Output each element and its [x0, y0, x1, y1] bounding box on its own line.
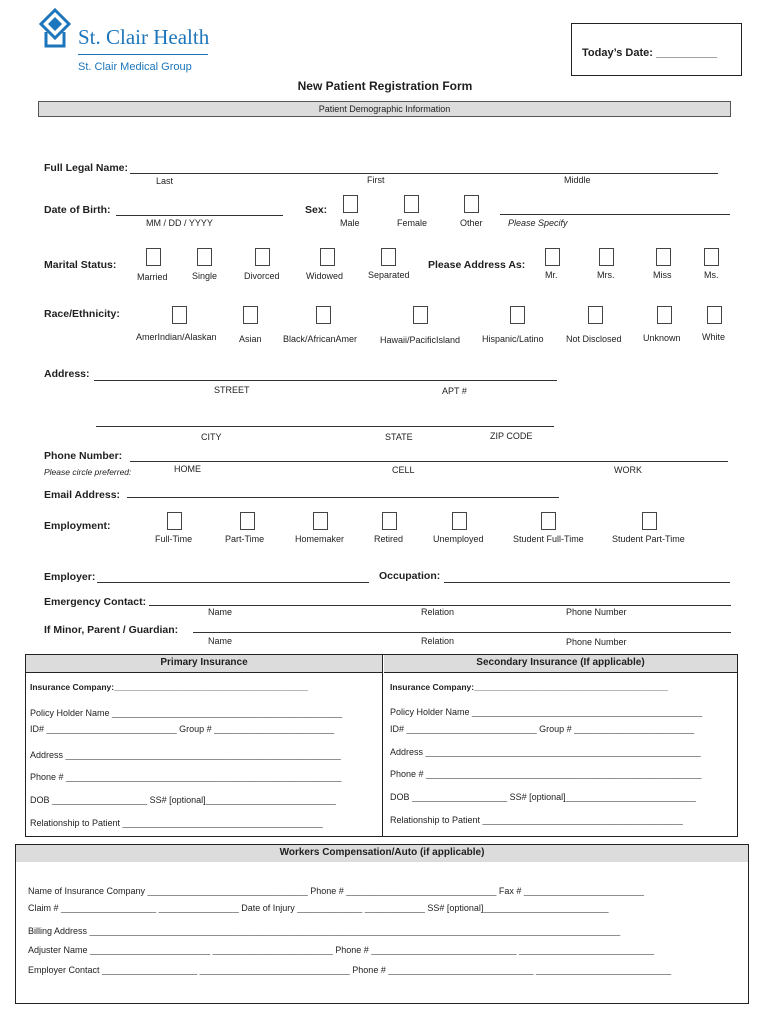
address-label: Address:: [44, 368, 90, 380]
guardian-field[interactable]: [193, 632, 731, 633]
brand-name: St. Clair Health: [78, 25, 210, 49]
race-asian-checkbox[interactable]: [243, 306, 258, 324]
race-white-label: White: [702, 332, 726, 342]
apt-hint: APT #: [442, 386, 467, 396]
full-name-label: Full Legal Name:: [44, 162, 129, 174]
emergency-relation-hint: Relation: [421, 607, 455, 617]
marital-divorced-label: Divorced: [244, 271, 280, 281]
primary-policy-holder[interactable]: Policy Holder Name ______________________________________________: [30, 708, 343, 718]
marital-separated-checkbox[interactable]: [381, 248, 396, 266]
address-as-ms-checkbox[interactable]: [704, 248, 719, 266]
race-asian-label: Asian: [239, 334, 262, 344]
address-as-label: Please Address As:: [428, 259, 526, 271]
guardian-label: If Minor, Parent / Guardian:: [44, 624, 179, 636]
phone-cell-label: CELL: [392, 465, 415, 475]
brand-subtitle: St. Clair Medical Group: [78, 61, 192, 73]
race-not-disclosed-label: Not Disclosed: [566, 334, 622, 344]
todays-date-box[interactable]: [571, 23, 742, 76]
middle-hint: Middle: [564, 175, 591, 185]
sex-other-checkbox[interactable]: [464, 195, 479, 213]
st-clair-logo-icon: [38, 8, 72, 48]
address-as-mr-checkbox[interactable]: [545, 248, 560, 266]
marital-widowed-label: Widowed: [306, 271, 344, 281]
race-hawaii-checkbox[interactable]: [413, 306, 428, 324]
address-street-field[interactable]: [94, 380, 557, 381]
address-as-mrs-checkbox[interactable]: [599, 248, 614, 266]
sex-specify-field[interactable]: [500, 214, 730, 215]
guardian-phone-hint: Phone Number: [566, 637, 627, 647]
race-label: Race/Ethnicity:: [44, 308, 120, 320]
employment-parttime-checkbox[interactable]: [240, 512, 255, 530]
race-unknown-label: Unknown: [643, 333, 681, 343]
section-bar-demographic: [38, 101, 731, 117]
secondary-relationship[interactable]: Relationship to Patient ________________________________________: [390, 815, 683, 825]
emergency-label: Emergency Contact:: [44, 596, 147, 608]
address-as-mrs-label: Mrs.: [597, 270, 615, 280]
marital-label: Marital Status:: [44, 259, 117, 271]
employment-student-parttime-label: Student Part-Time: [612, 534, 685, 544]
primary-phone[interactable]: Phone # _______________________________________________________: [30, 772, 342, 782]
sex-male-checkbox[interactable]: [343, 195, 358, 213]
employer-label: Employer:: [44, 571, 96, 583]
race-hispanic-label: Hispanic/Latino: [482, 334, 544, 344]
sex-specify-hint: Please Specify: [508, 218, 568, 228]
street-hint: STREET: [214, 385, 250, 395]
occupation-field[interactable]: [444, 582, 730, 583]
full-name-field[interactable]: [130, 173, 718, 174]
first-hint: First: [367, 175, 385, 185]
secondary-dob-ss[interactable]: DOB ___________________ SS# [optional]__________________________: [390, 792, 696, 802]
employment-label: Employment:: [44, 520, 111, 532]
employment-student-fulltime-checkbox[interactable]: [541, 512, 556, 530]
city-hint: CITY: [201, 432, 222, 442]
employment-homemaker-checkbox[interactable]: [313, 512, 328, 530]
marital-separated-label: Separated: [368, 270, 410, 280]
dob-field[interactable]: [116, 215, 283, 216]
workers-comp-row-adjuster[interactable]: Adjuster Name ________________________ ________________________ Phone # _____________________________ ___________________________: [28, 945, 655, 955]
marital-married-label: Married: [137, 272, 168, 282]
employment-unemployed-checkbox[interactable]: [452, 512, 467, 530]
dob-label: Date of Birth:: [44, 204, 111, 216]
employment-homemaker-label: Homemaker: [295, 534, 345, 544]
sex-female-checkbox[interactable]: [404, 195, 419, 213]
emergency-name-hint: Name: [208, 607, 233, 617]
workers-comp-row-billing[interactable]: Billing Address __________________________________________________________________________________________________________: [28, 926, 621, 936]
primary-company[interactable]: Insurance Company:_________________________________________: [30, 682, 308, 692]
race-hispanic-checkbox[interactable]: [510, 306, 525, 324]
workers-comp-row-claim[interactable]: Claim # ___________________ ________________ Date of Injury _____________ ____________ SS# [optional]_________________________: [28, 903, 609, 913]
marital-divorced-checkbox[interactable]: [255, 248, 270, 266]
dob-hint: MM / DD / YYYY: [146, 218, 213, 228]
marital-single-checkbox[interactable]: [197, 248, 212, 266]
sex-other-label: Other: [460, 218, 483, 228]
workers-comp-row-company[interactable]: Name of Insurance Company ________________________________ Phone # ______________________________ Fax # ________________________: [28, 886, 645, 896]
address-as-mr-label: Mr.: [545, 270, 558, 280]
employment-retired-label: Retired: [374, 534, 404, 544]
employment-fulltime-label: Full-Time: [155, 534, 193, 544]
workers-comp-title: Workers Compensation/Auto (if applicable): [279, 847, 485, 858]
phone-hint: Please circle preferred:: [44, 467, 132, 477]
phone-home-label: HOME: [174, 464, 201, 474]
phone-work-label: WORK: [614, 465, 642, 475]
workers-comp-box: [15, 844, 749, 1004]
sex-male-label: Male: [340, 218, 360, 228]
emergency-phone-hint: Phone Number: [566, 607, 627, 617]
guardian-name-hint: Name: [208, 636, 233, 646]
logo: [38, 8, 218, 78]
state-hint: STATE: [385, 432, 413, 442]
emergency-field[interactable]: [149, 605, 731, 606]
form-title: New Patient Registration Form: [297, 79, 473, 93]
last-hint: Last: [156, 176, 174, 186]
todays-date-label: Today’s Date: __________: [582, 47, 718, 59]
secondary-phone[interactable]: Phone # _______________________________________________________: [390, 769, 702, 779]
race-amerindian-label: AmerIndian/Alaskan: [136, 332, 217, 342]
race-amerindian-checkbox[interactable]: [172, 306, 187, 324]
address-as-miss-label: Miss: [653, 270, 672, 280]
sex-female-label: Female: [397, 218, 428, 228]
primary-dob-ss[interactable]: DOB ___________________ SS# [optional]__________________________: [30, 795, 336, 805]
marital-widowed-checkbox[interactable]: [320, 248, 335, 266]
address-as-ms-label: Ms.: [704, 270, 719, 280]
secondary-company[interactable]: Insurance Company:_________________________________________: [390, 682, 668, 692]
email-label: Email Address:: [44, 489, 121, 501]
primary-insurance-title: Primary Insurance: [160, 657, 248, 668]
workers-comp-row-employer[interactable]: Employer Contact ___________________ ______________________________ Phone # _____________________________ ___________________________: [28, 965, 672, 975]
guardian-relation-hint: Relation: [421, 636, 455, 646]
race-unknown-checkbox[interactable]: [657, 306, 672, 324]
section-bar-label: Patient Demographic Information: [318, 104, 451, 114]
zip-hint: ZIP CODE: [490, 431, 533, 441]
race-white-checkbox[interactable]: [707, 306, 722, 324]
primary-id-group[interactable]: ID# __________________________ Group # ________________________: [30, 724, 335, 734]
address-as-miss-checkbox[interactable]: [656, 248, 671, 266]
secondary-insurance-title: Secondary Insurance (If applicable): [476, 657, 645, 668]
secondary-id-group[interactable]: ID# __________________________ Group # ________________________: [390, 724, 695, 734]
employment-student-parttime-checkbox[interactable]: [642, 512, 657, 530]
primary-relationship[interactable]: Relationship to Patient ________________________________________: [30, 818, 323, 828]
employment-retired-checkbox[interactable]: [382, 512, 397, 530]
race-not-disclosed-checkbox[interactable]: [588, 306, 603, 324]
marital-married-checkbox[interactable]: [146, 248, 161, 266]
marital-single-label: Single: [192, 271, 218, 281]
primary-address[interactable]: Address _______________________________________________________: [30, 750, 341, 760]
address-city-field[interactable]: [96, 426, 554, 427]
race-hawaii-label: Hawaii/PacificIsland: [380, 335, 461, 345]
secondary-policy-holder[interactable]: Policy Holder Name ______________________________________________: [390, 707, 703, 717]
secondary-address[interactable]: Address _______________________________________________________: [390, 747, 701, 757]
phone-field[interactable]: [130, 461, 728, 462]
race-black-checkbox[interactable]: [316, 306, 331, 324]
phone-label: Phone Number:: [44, 450, 123, 462]
sex-label: Sex:: [305, 204, 328, 216]
employment-student-fulltime-label: Student Full-Time: [513, 534, 584, 544]
employment-parttime-label: Part-Time: [225, 534, 265, 544]
email-field[interactable]: [127, 497, 559, 498]
employment-fulltime-checkbox[interactable]: [167, 512, 182, 530]
occupation-label: Occupation:: [379, 570, 441, 582]
employment-unemployed-label: Unemployed: [433, 534, 484, 544]
employer-field[interactable]: [97, 582, 369, 583]
race-black-label: Black/AfricanAmer: [283, 334, 358, 344]
